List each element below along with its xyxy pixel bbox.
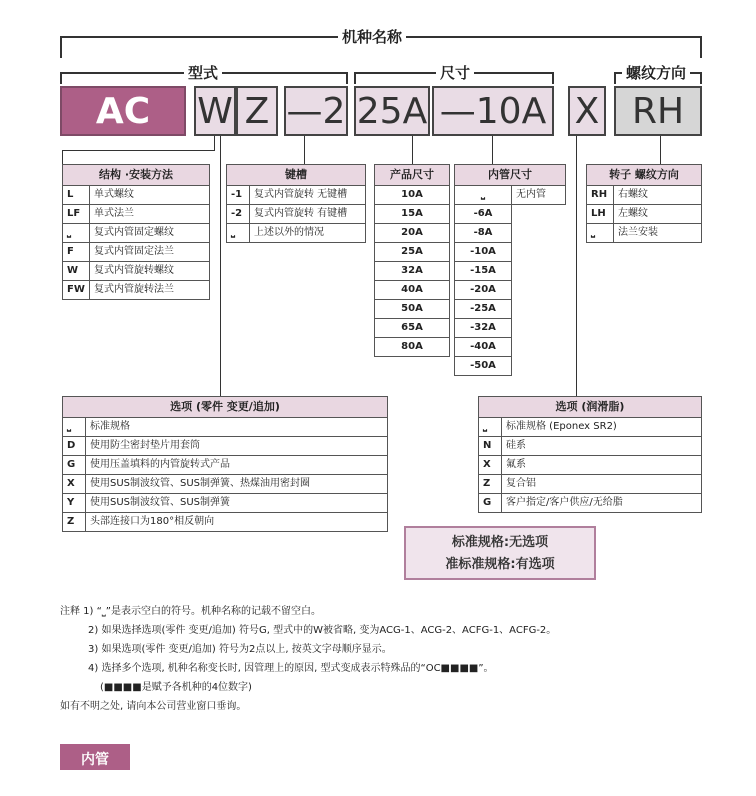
row-desc: 复式内管旋转法兰 (90, 281, 210, 300)
row-desc: 复合铝 (502, 475, 702, 494)
row-desc: 使用防尘密封垫片用套筒 (86, 437, 388, 456)
table-row (455, 338, 566, 357)
note-line: 注释 1) “⎵”是表示空白的符号。机种名称的记载不留空白。 (60, 606, 321, 617)
size-cell: 50A (375, 300, 450, 319)
row-desc: 客户指定/客户供应/无给脂 (502, 494, 702, 513)
table-row (227, 186, 366, 205)
table-row (375, 319, 450, 338)
row-desc: 硅系 (502, 437, 702, 456)
table-row (587, 186, 702, 205)
table-row (375, 243, 450, 262)
note-line: 3) 如果选项(零件 变更/追加) 符号为2点以上, 按英文字母顺序显示。 (88, 644, 392, 655)
size-cell: 32A (375, 262, 450, 281)
row-desc: 头部连接口为180°相反朝向 (86, 513, 388, 532)
row-code: G (63, 456, 86, 475)
row-desc: 使用SUS制波纹管、SUS制弹簧、热煤油用密封圈 (86, 475, 388, 494)
row-desc: 标准规格 (86, 418, 388, 437)
row-desc: 氟系 (502, 456, 702, 475)
note-line: 如有不明之处, 请向本公司营业窗口垂询。 (60, 701, 247, 712)
row-code: G (479, 494, 502, 513)
table-row (63, 437, 388, 456)
bracket-right-tick (700, 36, 702, 58)
table-row (479, 456, 702, 475)
table-row (455, 186, 566, 205)
table-row (63, 281, 210, 300)
row-code: Z (479, 475, 502, 494)
table-row (455, 205, 566, 224)
note-line: 4) 选择多个选项, 机种名称变长时, 因管理上的原因, 型式变成表示特殊品的“OC■■■■”。 (88, 663, 494, 674)
code-product-size: 25A (354, 86, 430, 136)
size-bracket-right (552, 72, 554, 84)
size-cell: -6A (455, 205, 512, 224)
table-row (375, 300, 450, 319)
row-desc: 无内管 (512, 186, 566, 205)
model-name-header: 机种名称 (338, 26, 406, 47)
options-table (62, 396, 388, 532)
size-cell: 10A (375, 186, 450, 205)
table-row (375, 338, 450, 357)
row-desc: 使用SUS制波纹管、SUS制弹簧 (86, 494, 388, 513)
note-line: 2) 如果选择选项(零件 变更/追加) 符号G, 型式中的W被省略, 变为ACG-1、ACG-2、ACFG-1、ACFG-2。 (88, 625, 557, 636)
table-row (63, 475, 388, 494)
code-keyway: —2 (284, 86, 348, 136)
section-tag: 内管 (60, 744, 130, 770)
inner-size-table (454, 164, 566, 376)
row-desc: 复式内管固定螺纹 (90, 224, 210, 243)
row-code: ⎵ (455, 186, 512, 205)
row-code: ⎵ (587, 224, 614, 243)
row-code: Y (63, 494, 86, 513)
thread-dir-header: 螺纹方向 (622, 62, 690, 83)
size-cell: -40A (455, 338, 512, 357)
size-cell: -8A (455, 224, 512, 243)
code-w: W (194, 86, 236, 136)
connector-x (576, 136, 577, 396)
table-row (455, 300, 566, 319)
row-code: ⎵ (479, 418, 502, 437)
row-desc: 单式螺纹 (90, 186, 210, 205)
connector-z (220, 136, 221, 396)
row-code: N (479, 437, 502, 456)
keyway-title: 键槽 (227, 165, 366, 186)
row-code: RH (587, 186, 614, 205)
table-row (479, 475, 702, 494)
standard-spec-box (404, 526, 596, 580)
thread-bracket-left (614, 72, 616, 84)
table-row (227, 224, 366, 243)
product-size-title: 产品尺寸 (375, 165, 450, 186)
size-bracket-left (354, 72, 356, 84)
size-cell: 15A (375, 205, 450, 224)
keyway-table (226, 164, 366, 243)
connector-rh (660, 136, 661, 164)
code-lubricant: X (568, 86, 606, 136)
row-desc: 使用压盖填料的内管旋转式产品 (86, 456, 388, 475)
table-row (375, 281, 450, 300)
row-desc: 复式内管旋转 无键槽 (250, 186, 366, 205)
table-row (455, 262, 566, 281)
product-size-table (374, 164, 450, 357)
table-row (479, 494, 702, 513)
connector-w-h (62, 150, 215, 151)
table-row (63, 243, 210, 262)
table-row (455, 224, 566, 243)
size-cell: 20A (375, 224, 450, 243)
bracket-left-tick (60, 36, 62, 58)
thread-bracket-right (700, 72, 702, 84)
row-code: ⎵ (63, 224, 90, 243)
semi-standard-line: 准标准规格:有选项 (445, 557, 555, 572)
structure-title: 结构 ·安装方法 (63, 165, 210, 186)
size-cell: -15A (455, 262, 512, 281)
row-code: D (63, 437, 86, 456)
table-row (479, 437, 702, 456)
table-row (587, 224, 702, 243)
options-title: 选项 (零件 变更/追加) (63, 397, 388, 418)
standard-line: 标准规格:无选项 (451, 535, 549, 550)
table-row (63, 513, 388, 532)
table-row (63, 224, 210, 243)
row-desc: 标准规格 (Eponex SR2) (502, 418, 702, 437)
lubricant-title: 选项 (润滑脂) (479, 397, 702, 418)
table-row (63, 456, 388, 475)
row-desc: 复式内管旋转 有键槽 (250, 205, 366, 224)
table-row (227, 205, 366, 224)
connector-w (214, 136, 215, 150)
code-z: Z (236, 86, 278, 136)
row-code: F (63, 243, 90, 262)
table-row (375, 224, 450, 243)
structure-table (62, 164, 210, 300)
row-desc: 单式法兰 (90, 205, 210, 224)
row-desc: 上述以外的情况 (250, 224, 366, 243)
size-cell: -20A (455, 281, 512, 300)
rotor-title: 转子 螺纹方向 (587, 165, 702, 186)
size-cell: 40A (375, 281, 450, 300)
row-desc: 法兰安装 (614, 224, 702, 243)
size-cell: -25A (455, 300, 512, 319)
table-row (63, 262, 210, 281)
row-code: W (63, 262, 90, 281)
row-code: Z (63, 513, 86, 532)
row-desc: 复式内管固定法兰 (90, 243, 210, 262)
row-code: -2 (227, 205, 250, 224)
connector-size (412, 136, 413, 164)
size-cell: 25A (375, 243, 450, 262)
code-inner-size: —10A (432, 86, 554, 136)
size-cell: -32A (455, 319, 512, 338)
connector-inner (492, 136, 493, 164)
size-header: 尺寸 (436, 62, 474, 83)
type-bracket-left (60, 72, 62, 84)
row-code: L (63, 186, 90, 205)
table-row (455, 357, 566, 376)
row-code: X (479, 456, 502, 475)
row-desc: 复式内管旋转螺纹 (90, 262, 210, 281)
connector-keyway (304, 136, 305, 164)
type-bracket-right (346, 72, 348, 84)
table-row (587, 205, 702, 224)
row-code: -1 (227, 186, 250, 205)
row-code: FW (63, 281, 90, 300)
row-code: ⎵ (63, 418, 86, 437)
size-cell: 80A (375, 338, 450, 357)
table-row (63, 186, 210, 205)
size-cell: 65A (375, 319, 450, 338)
row-code: ⎵ (227, 224, 250, 243)
table-row (455, 319, 566, 338)
table-row (375, 186, 450, 205)
notes (60, 602, 556, 716)
table-row (479, 418, 702, 437)
type-header: 型式 (184, 62, 222, 83)
note-line: (■■■■是赋予各机种的4位数字) (100, 682, 252, 693)
table-row (455, 281, 566, 300)
table-row (375, 205, 450, 224)
row-code: LF (63, 205, 90, 224)
rotor-table (586, 164, 702, 243)
table-row (455, 243, 566, 262)
table-row (63, 205, 210, 224)
code-rh: RH (614, 86, 702, 136)
row-desc: 右螺纹 (614, 186, 702, 205)
row-desc: 左螺纹 (614, 205, 702, 224)
code-ac: AC (60, 86, 186, 136)
size-cell: -10A (455, 243, 512, 262)
connector-w-down (62, 150, 63, 164)
table-row (63, 494, 388, 513)
table-row (375, 262, 450, 281)
row-code: X (63, 475, 86, 494)
lubricant-table (478, 396, 702, 513)
row-code: LH (587, 205, 614, 224)
size-cell: -50A (455, 357, 512, 376)
table-row (63, 418, 388, 437)
inner-size-title: 内管尺寸 (455, 165, 566, 186)
